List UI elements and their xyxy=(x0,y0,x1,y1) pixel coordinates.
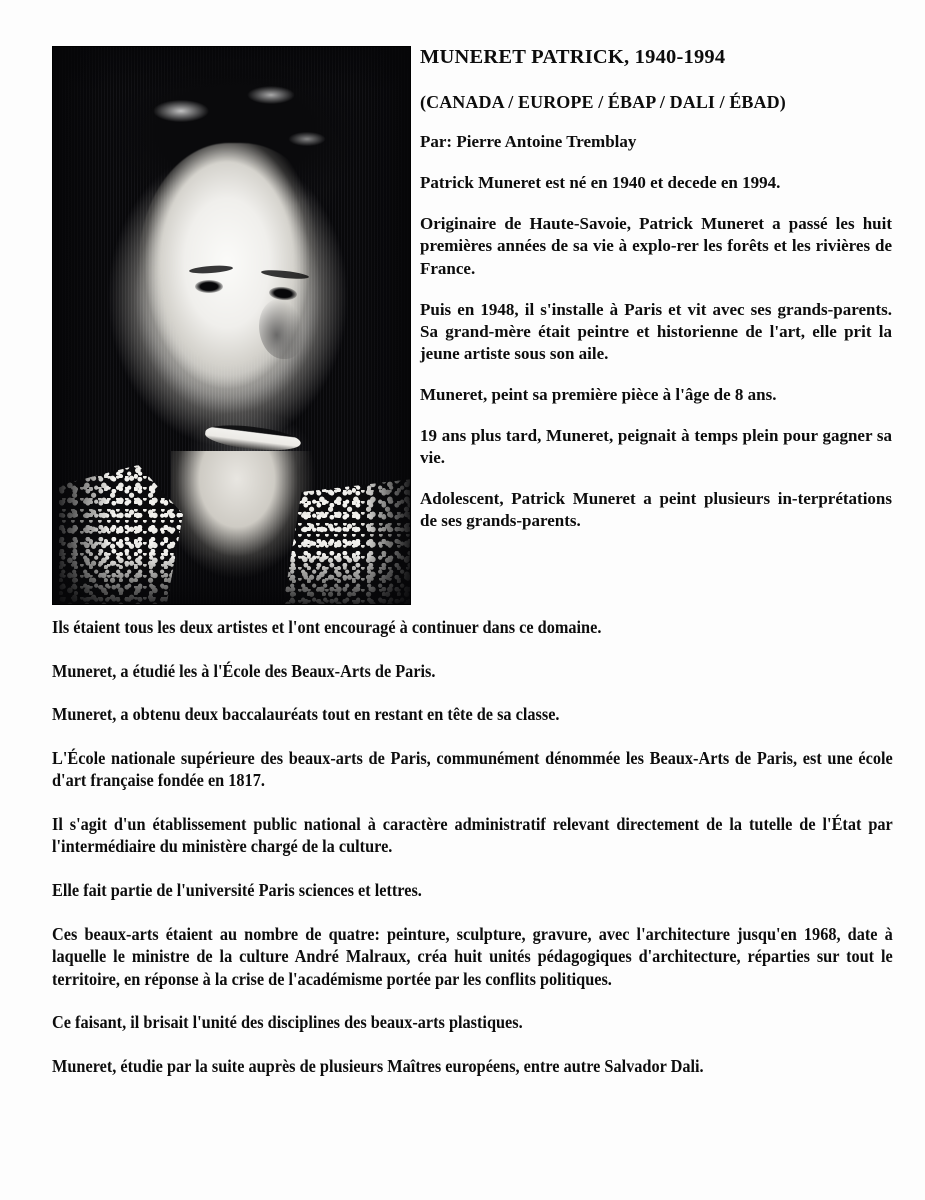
body-paragraph-8: Ce faisant, il brisait l'unité des disciplines des beaux-arts plastiques. xyxy=(52,1012,523,1033)
body-paragraph-4: L'École nationale supérieure des beaux-arts de Paris, communément dénommée les Beaux-Arts de Paris, est une école d'art française fondée en 1817. xyxy=(52,747,893,791)
portrait-photo xyxy=(52,46,411,605)
header-section xyxy=(52,46,892,608)
intro-paragraph-4: Muneret, peint sa première pièce à l'âge de 8 ans. xyxy=(420,384,777,404)
photo-collar-left xyxy=(59,465,183,605)
photo-image xyxy=(53,47,410,604)
intro-paragraph-5: 19 ans plus tard, Muneret, peignait à temps plein pour gagner sa vie. xyxy=(420,426,892,468)
body-paragraph-3: Muneret, a obtenu deux baccalauréats tout en restant en tête de sa classe. xyxy=(52,704,560,725)
body-paragraph-1: Ils étaient tous les deux artistes et l'ont encouragé à continuer dans ce domaine. xyxy=(52,617,602,637)
intro-paragraph-3: Puis en 1948, il s'installe à Paris et vit avec ses grands-parents. Sa grand-mère était peintre et historienne de l'art, elle prit la jeune artiste sous son aile. xyxy=(420,299,892,363)
body-paragraph-9: Muneret, étudie par la suite auprès de plusieurs Maîtres européens, entre autre Salvador Dali. xyxy=(52,1055,704,1076)
intro-paragraph-1: Patrick Muneret est né en 1940 et decede en 1994. xyxy=(420,173,781,193)
intro-column xyxy=(420,46,892,532)
body-paragraph-2: Muneret, a étudié les à l'École des Beaux-Arts de Paris. xyxy=(52,660,436,681)
photo-mouth-region xyxy=(204,421,302,455)
intro-paragraph-6: Adolescent, Patrick Muneret a peint plusieurs in-terprétations de ses grands-parents. xyxy=(420,489,892,531)
photo-face-region xyxy=(139,143,335,443)
page-subtitle: (CANADA / EUROPE / ÉBAP / DALI / ÉBAD) xyxy=(420,91,786,112)
page-title: MUNERET PATRICK, 1940-1994 xyxy=(420,46,726,68)
photo-eye-left xyxy=(195,280,223,293)
body-paragraph-7: Ces beaux-arts étaient au nombre de quatre: peinture, sculpture, gravure, avec l'architecture jusqu'en 1968, date à laquelle le ministre de la culture André Malraux, créa huit unités pédagogiques d'architecture, réparties sur tout le territoire, en réponse à la crise de l'académisme portée par les conflits politiques. xyxy=(52,923,893,989)
body-paragraph-5: Il s'agit d'un établissement public national à caractère administratif relevant directement de la tutelle de l'État par l'intermédiaire du ministère chargé de la culture. xyxy=(52,813,893,857)
body-section xyxy=(52,616,893,1077)
body-paragraph-6: Elle fait partie de l'université Paris sciences et lettres. xyxy=(52,879,422,900)
byline: Par: Pierre Antoine Tremblay xyxy=(420,132,637,152)
intro-paragraph-2: Originaire de Haute-Savoie, Patrick Muneret a passé les huit premières années de sa vie à explo-rer les forêts et les rivières de France. xyxy=(420,214,892,278)
